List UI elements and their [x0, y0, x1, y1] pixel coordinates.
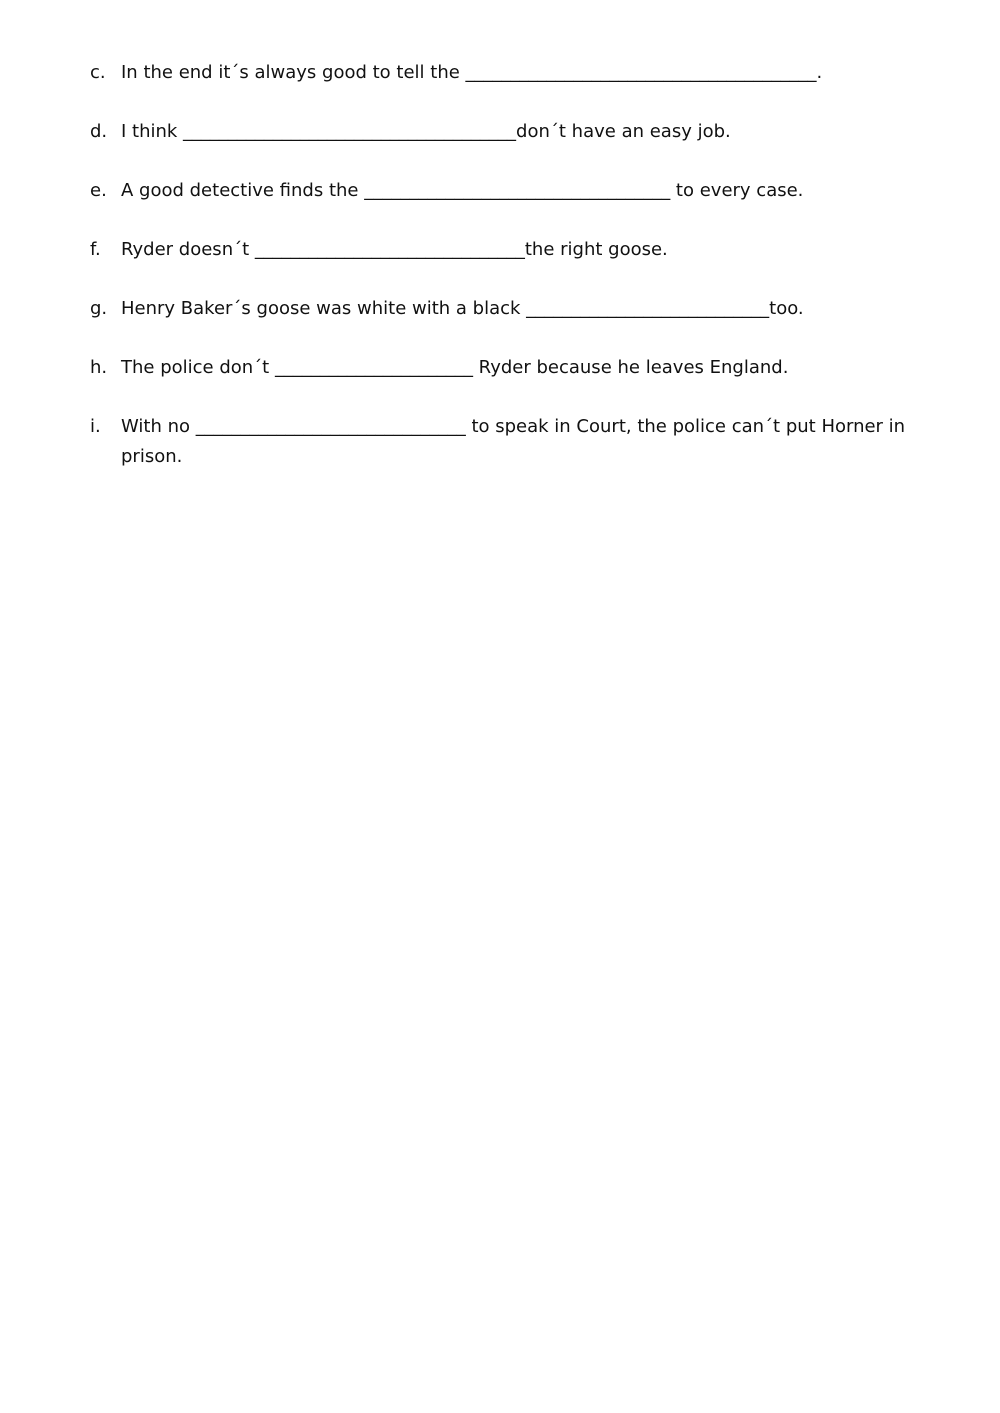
question-text: The police don´t ______________________ Ryder because he leaves England. [121, 357, 789, 378]
question-d [90, 117, 940, 147]
question-f [90, 235, 940, 265]
question-text: Ryder doesn´t ______________________________the right goose. [121, 239, 668, 260]
question-letter: h. [90, 357, 108, 378]
question-g [90, 294, 940, 324]
question-letter: e. [90, 180, 107, 201]
question-letter: f. [90, 239, 101, 260]
question-text: With no ______________________________ to speak in Court, the police can´t put Horner in prison. [121, 416, 911, 467]
question-c [90, 58, 940, 88]
question-text: A good detective finds the __________________________________ to every case. [121, 180, 804, 201]
question-letter: d. [90, 121, 108, 142]
question-letter: i. [90, 416, 101, 437]
question-i [90, 412, 940, 472]
question-e [90, 176, 940, 206]
question-text: Henry Baker´s goose was white with a black ___________________________too. [121, 298, 804, 319]
exercise-list [90, 58, 940, 472]
question-h [90, 353, 940, 383]
question-letter: g. [90, 298, 108, 319]
question-letter: c. [90, 62, 106, 83]
question-text: In the end it´s always good to tell the _______________________________________. [121, 62, 823, 83]
question-text: I think _____________________________________don´t have an easy job. [121, 121, 731, 142]
